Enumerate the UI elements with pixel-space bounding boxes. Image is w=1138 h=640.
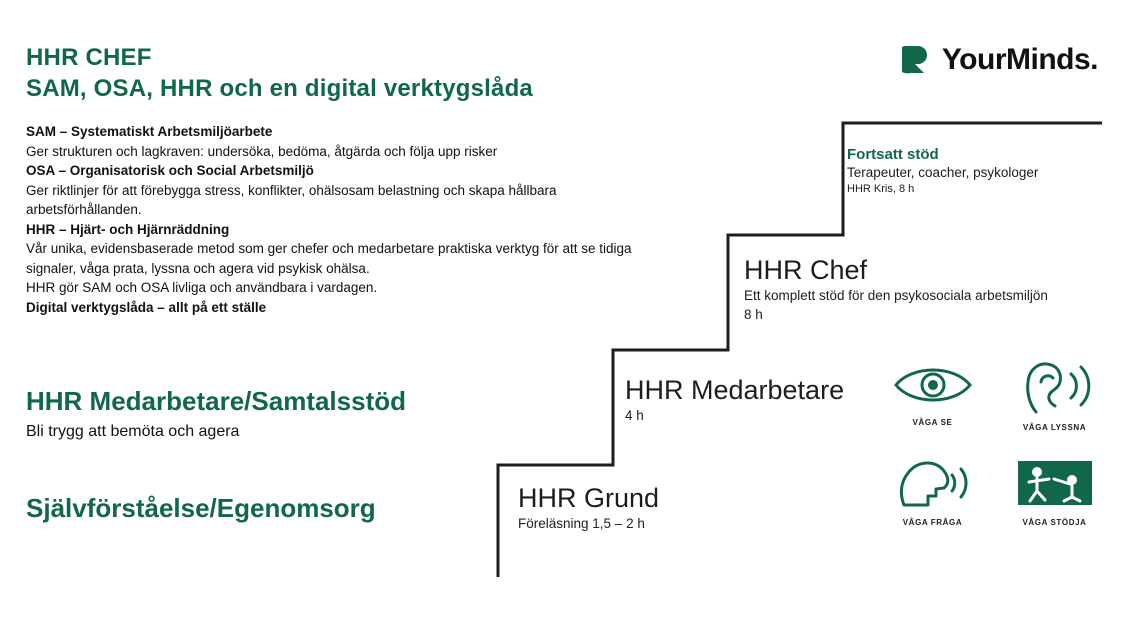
title-line-1: HHR CHEF — [26, 44, 152, 71]
icon-grid — [880, 360, 1110, 545]
eye-icon — [892, 397, 974, 414]
section-heading-medarbetare: HHR Medarbetare/Samtalsstöd — [26, 386, 406, 416]
paragraph: HHR – Hjärt- och Hjärnräddning — [26, 221, 230, 237]
ear-icon — [1014, 402, 1096, 419]
icon-caption: VÅGA FRÅGA — [902, 518, 963, 527]
icon-cell-vaga-lyssna — [1002, 360, 1107, 432]
speaking-head-icon — [892, 497, 974, 514]
step-detail: HHR Kris, 8 h — [847, 183, 915, 195]
paragraph: Vår unika, evidensbaserade metod som ger chefer och medarbetare praktiska verktyg för att se tidiga — [26, 241, 632, 256]
step-title: HHR Chef — [744, 255, 868, 285]
step-subtitle: 4 h — [625, 408, 644, 423]
icon-cell-vaga-se — [880, 360, 985, 427]
step-title: HHR Grund — [518, 483, 660, 513]
paragraph: Ger strukturen och lagkraven: undersöka, bedöma, åtgärda och följa upp risker — [26, 143, 498, 159]
paragraph: Ger riktlinjer för att förebygga stress, konflikter, ohälsosam belastning och skapa hållbara — [26, 182, 557, 198]
helping-hand-icon — [1014, 497, 1096, 514]
section-subheading-medarbetare: Bli trygg att bemöta och agera — [26, 423, 240, 440]
leaf-mark-icon — [902, 40, 936, 79]
icon-cell-vaga-stodja — [1002, 455, 1107, 527]
paragraph: Digital verktygslåda – allt på ett ställe — [26, 299, 267, 315]
step-subtitle: Ett komplett stöd för den psykosociala arbetsmiljön — [744, 288, 1048, 303]
icon-caption: VÅGA STÖDJA — [1022, 518, 1087, 527]
step-title: HHR Medarbetare — [625, 375, 845, 405]
paragraph: OSA – Organisatorisk och Social Arbetsmiljö — [26, 163, 314, 178]
paragraph: signaler, våga prata, lyssna och agera vid psykisk ohälsa. — [26, 260, 370, 276]
step-hhr-chef — [744, 254, 1104, 324]
paragraph: SAM – Systematiskt Arbetsmiljöarbete — [26, 124, 273, 139]
icon-cell-vaga-fraga — [880, 455, 985, 527]
section-heading-sjalvforstaelse: Självförståelse/Egenomsorg — [26, 493, 376, 523]
title-line-2: SAM, OSA, HHR och en digital verktygslåda — [26, 75, 533, 102]
paragraph: HHR gör SAM och OSA livliga och användbara i vardagen. — [26, 280, 378, 295]
step-detail: 8 h — [744, 307, 763, 322]
paragraph: arbetsförhållanden. — [26, 202, 142, 217]
step-hhr-medarbetare — [625, 374, 895, 425]
logo — [902, 40, 1098, 79]
step-hhr-grund — [518, 482, 748, 533]
step-title: Fortsatt stöd — [847, 146, 939, 163]
icon-caption: VÅGA SE — [912, 418, 953, 427]
step-subtitle: Terapeuter, coacher, psykologer — [847, 165, 1039, 180]
step-subtitle: Föreläsning 1,5 – 2 h — [518, 516, 645, 531]
page-title — [26, 42, 646, 104]
icon-caption: VÅGA LYSSNA — [1022, 423, 1087, 432]
logo-text: YourMinds. — [941, 42, 1098, 76]
step-fortsatt-stod — [847, 146, 1087, 197]
